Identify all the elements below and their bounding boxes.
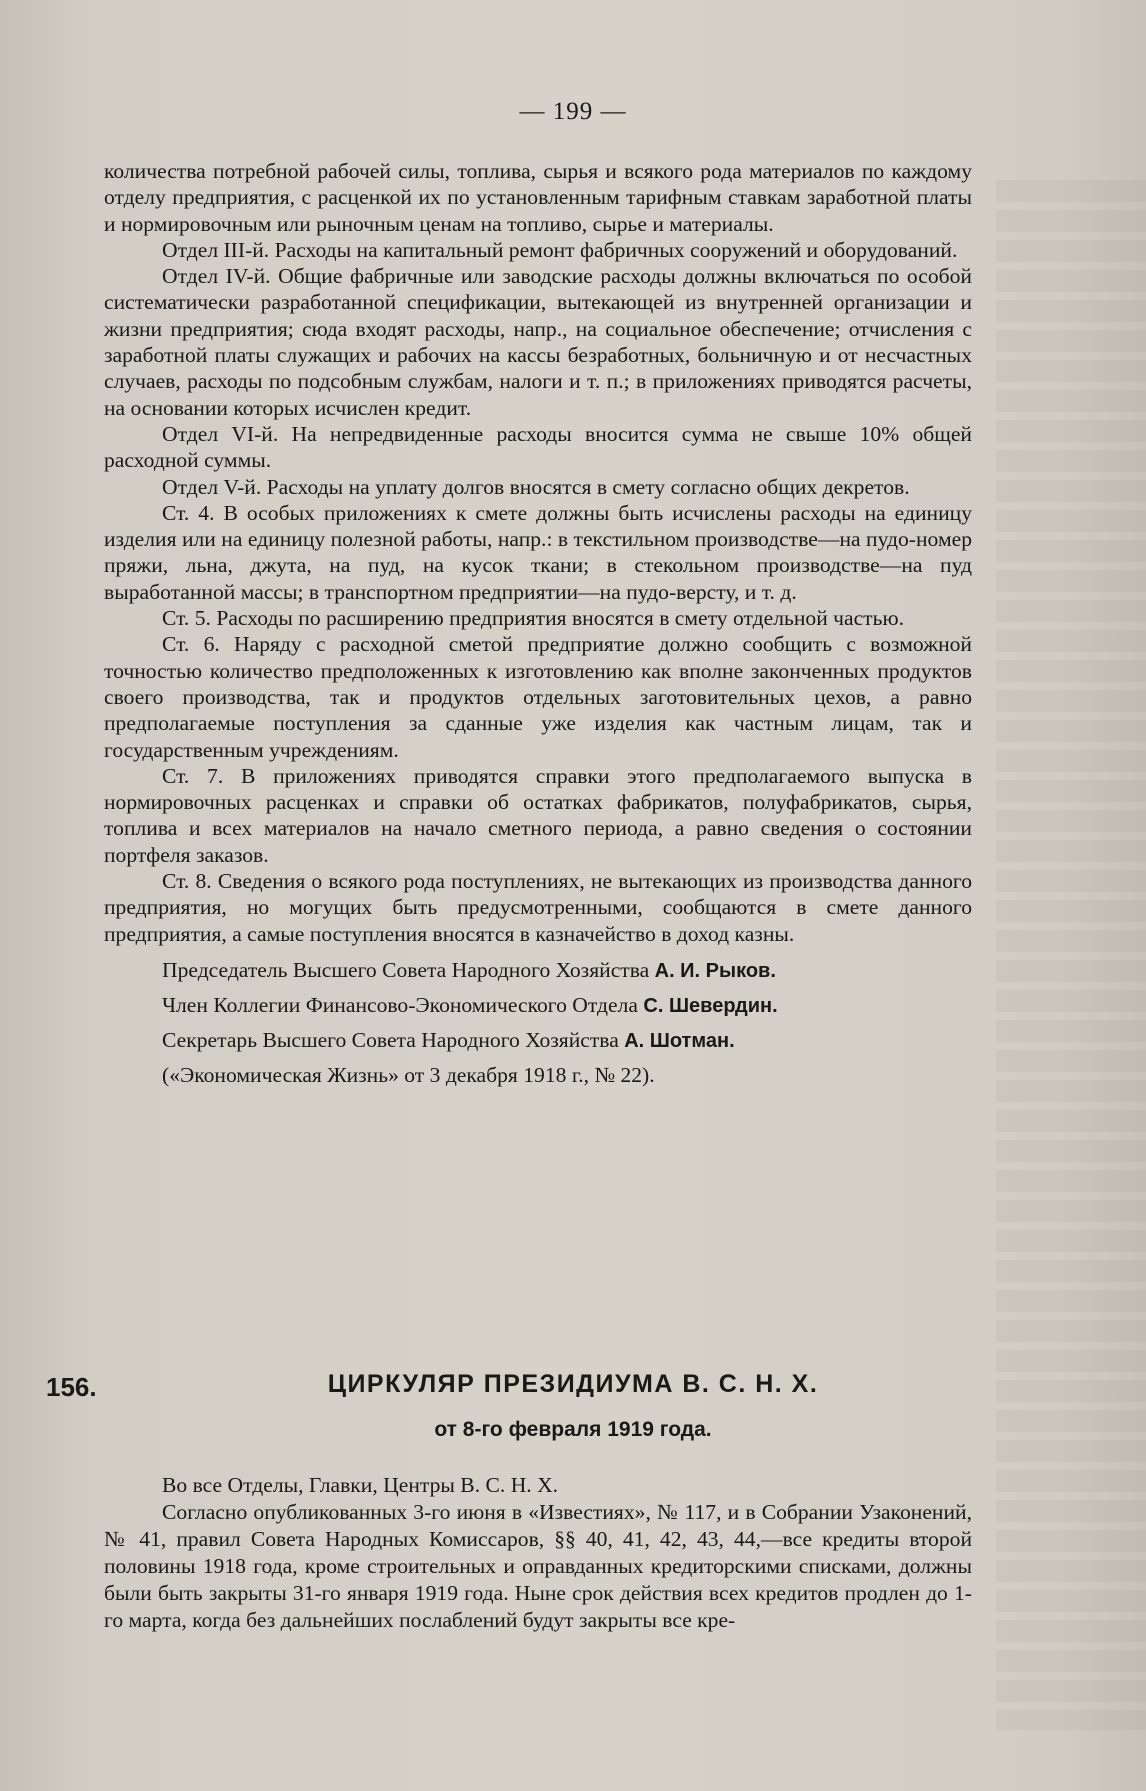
paragraph-continuation: количества потребной рабочей силы, топлива, сырья и всякого рода материалов по каждому отделу предприятия, с расценкой их по установленным тарифным ставкам заработной платы и нормировочным или рыночным ценам на топливо, сырье и материалы. xyxy=(104,159,972,236)
paragraph-article-6: Ст. 6. Наряду с расходной сметой предприятие должно сообщить с возможной точностью количество предположенных к изготовлению как вполне законченных продуктов своего производства, так и продуктов отдельных заготовительных цехов, а равно предполагаемые поступления за сданные уже изделия как частным лицам, так и государственным учреждениям. xyxy=(104,632,972,762)
paragraph-department-3: Отдел III-й. Расходы на капитальный ремонт фабричных сооружений и оборудований. xyxy=(162,237,958,262)
page-number: — 199 — xyxy=(519,98,627,125)
document-number: 156. xyxy=(46,1372,97,1402)
bleed-through-shadow xyxy=(996,180,1146,1730)
signature-line xyxy=(104,988,972,1023)
paragraph-article-7: Ст. 7. В приложениях приводятся справки этого предполагаемого выпуска в нормировочных расценках и справки об остатках фабрикатов, полуфабрикатов, сырья, топлива и всех материалов на начало сметного периода, а равно сведения о состоянии портфеля заказов. xyxy=(104,763,972,867)
signature-line xyxy=(104,1023,972,1058)
circular-body xyxy=(104,1472,972,1634)
paragraph-department-4: Отдел IV-й. Общие фабричные или заводские расходы должны включаться по особой систематически разработанной спецификации, вытекающей из внутренней организации и жизни предприятия; сюда входят расходы, напр., на социальное обеспечение; отчисления с заработной платы служащих и рабочих на кассы безработных, больничную и от несчастных случаев, расходы по подсобным службам, налоги и т. п.; в приложениях приводятся расчеты, на основании которых исчислен кредит. xyxy=(104,264,972,420)
source-citation: («Экономическая Жизнь» от 3 декабря 1918 г., № 22). xyxy=(162,1062,655,1087)
signature-role: Член Коллегии Финансово-Экономического Отдела xyxy=(162,992,638,1017)
paragraph-article-4: Ст. 4. В особых приложениях к смете должны быть исчислены расходы на единицу изделия или на единицу полезной работы, напр.: в текстильном производстве—на пудо-номер пряжи, льна, джута, на пуд, на кусок ткани; в стекольном производстве—на пуд выработанной массы; в транспортном предприятии—на пудо-версту, и т. д. xyxy=(104,500,972,604)
paragraph-department-5: Отдел V-й. Расходы на уплату долгов вносятся в смету согласно общих декретов. xyxy=(162,474,910,499)
paragraph-department-6: Отдел VI-й. На непредвиденные расходы вносится сумма не свыше 10% общей расходной суммы. xyxy=(104,421,972,473)
circular-date: от 8-го февраля 1919 года. xyxy=(434,1418,712,1441)
paragraph-article-5: Ст. 5. Расходы по расширению предприятия вносятся в смету отдельной частью. xyxy=(162,606,904,631)
signature-name: С. Шевердин. xyxy=(643,994,778,1017)
signature-role: Председатель Высшего Совета Народного Хозяйства xyxy=(162,957,650,982)
signature-role: Секретарь Высшего Совета Народного Хозяйства xyxy=(162,1027,619,1052)
circular-address: Во все Отделы, Главки, Центры В. С. Н. Х. xyxy=(162,1473,559,1497)
signature-line xyxy=(104,953,972,988)
signature-name: А. Шотман. xyxy=(624,1029,735,1052)
paragraph-article-8: Ст. 8. Сведения о всякого рода поступлениях, не вытекающих из производства данного предприятия, но могущих быть предусмотренными, сообщаются в смете данного предприятия, а самые поступления вносятся в казначейство в доход казны. xyxy=(104,869,972,946)
signature-name: А. И. Рыков. xyxy=(654,959,776,982)
decree-body xyxy=(104,158,972,1092)
circular-text: Согласно опубликованных 3-го июня в «Известиях», № 117, и в Собрании Узаконений, № 41, правил Совета Народных Комиссаров, §§ 40, 41, 42, 43, 44,—все кредиты второй половины 1918 года, кроме строительных и оправданных кредиторскими списками, должны были быть закрыты 31-го января 1919 года. Ныне срок действия всех кредитов продлен до 1-го марта, когда без дальнейших послаблений будут закрыты все кре- xyxy=(104,1500,972,1632)
circular-title: ЦИРКУЛЯР ПРЕЗИДИУМА В. С. Н. Х. xyxy=(327,1370,819,1398)
